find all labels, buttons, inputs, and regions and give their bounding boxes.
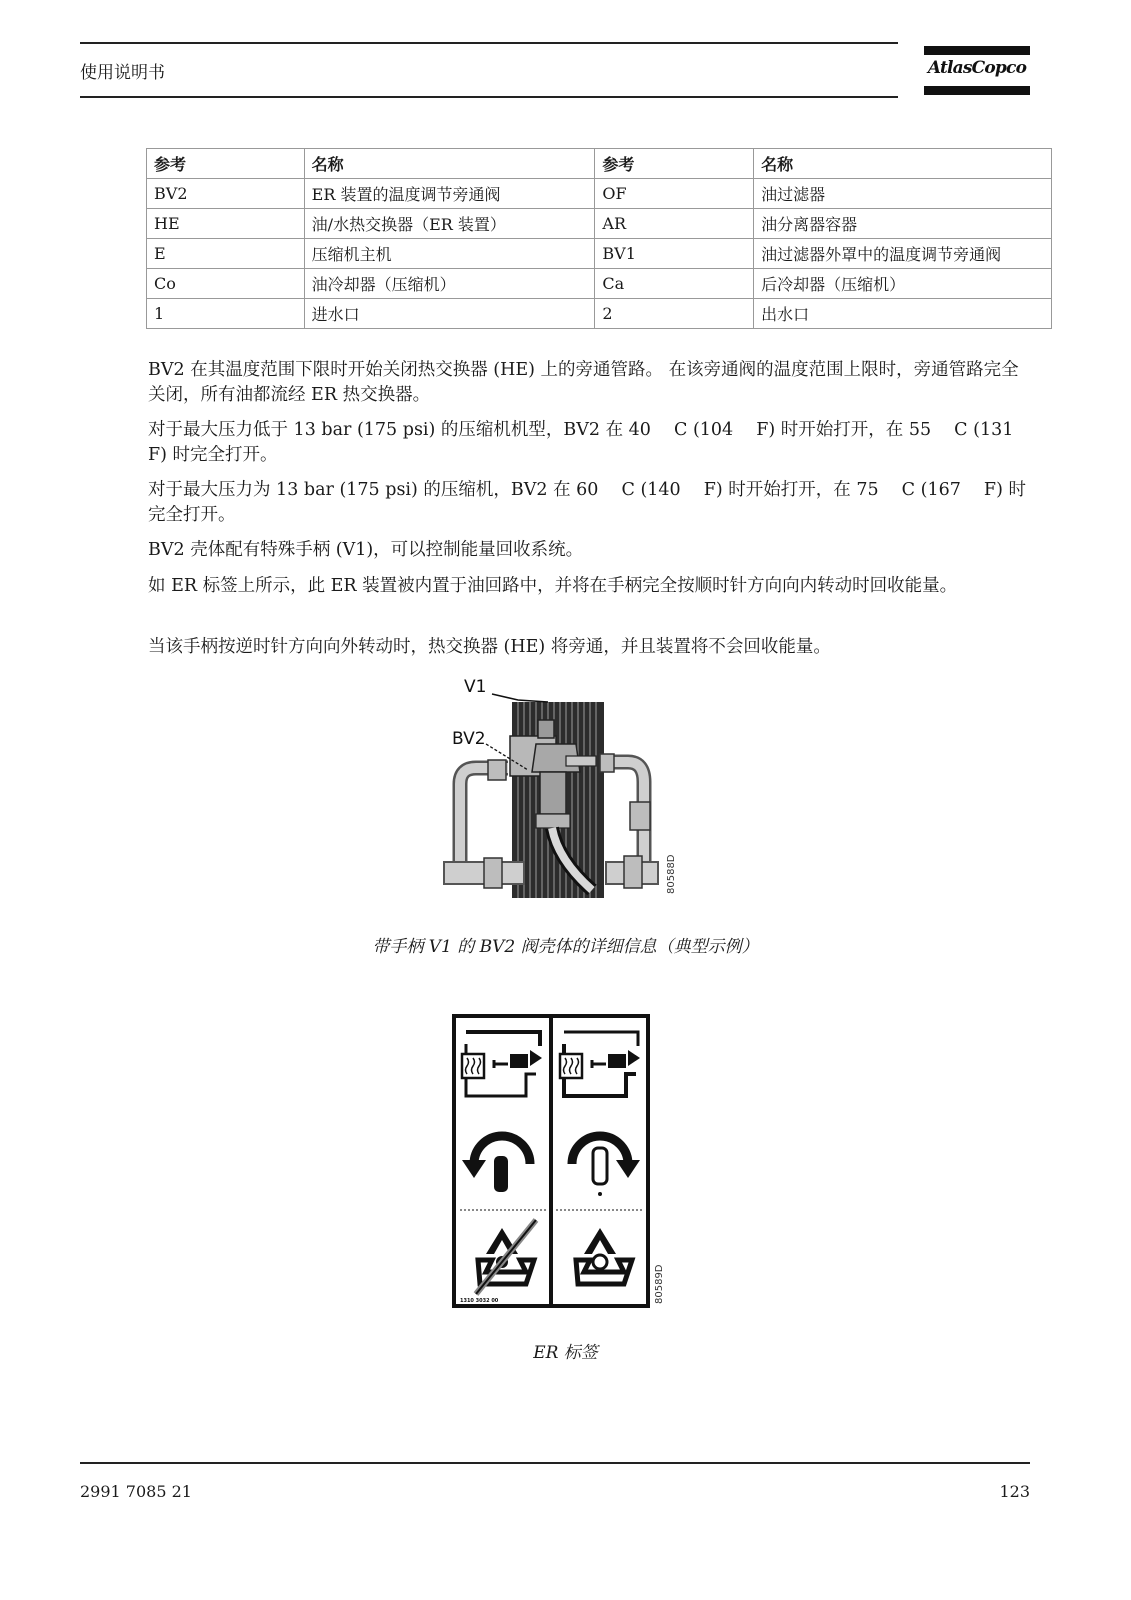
table-row	[147, 209, 1052, 239]
figure1-caption: 带手柄 V1 的 BV2 阀壳体的详细信息（典型示例）	[372, 937, 759, 957]
bv2-valve-illustration	[440, 672, 680, 904]
table-cell: 1	[147, 299, 305, 329]
table-cell: 油/水热交换器（ER 装置）	[304, 209, 595, 239]
table-cell: 进水口	[304, 299, 595, 329]
bv2-label: BV2	[452, 729, 486, 749]
table-row	[147, 299, 1052, 329]
figure2-caption: ER 标签	[533, 1343, 598, 1363]
table-cell: HE	[147, 209, 305, 239]
table-cell: OF	[595, 179, 754, 209]
paragraph-bypass-handle: 当该手柄按逆时针方向向外转动时，热交换器 (HE) 将旁通，并且装置将不会回收能量。	[148, 637, 831, 657]
atlas-copco-logo	[924, 46, 1030, 98]
table-cell: 后冷却器（压缩机）	[754, 269, 1052, 299]
table-header-row	[147, 149, 1052, 179]
logo-bar-bottom	[924, 86, 1030, 95]
paragraph-low-pressure: 对于最大压力低于 13 bar (175 psi) 的压缩机机型，BV2 在 40 C (104 F) 时开始打开，在 55 C (131 F) 时完全打开。	[148, 420, 1037, 465]
footer-rule	[80, 1462, 1030, 1464]
table-cell: E	[147, 239, 305, 269]
header-rule-bottom	[80, 96, 898, 98]
paragraph-energy-recovery: 如 ER 标签上所示，此 ER 装置被内置于油回路中，并将在手柄完全按顺时针方向向内转动时回收能量。	[148, 576, 958, 596]
header-rule-top	[80, 42, 898, 44]
table-cell: 油过滤器	[754, 179, 1052, 209]
table-header-cell: 名称	[754, 149, 1052, 179]
er-label-illustration	[452, 1014, 668, 1310]
logo-bar-top	[924, 46, 1030, 55]
table-row	[147, 269, 1052, 299]
header-title: 使用说明书	[80, 63, 165, 83]
table-cell: ER 装置的温度调节旁通阀	[304, 179, 595, 209]
figure2-code: 80589D	[654, 1264, 665, 1304]
table-header-cell: 参考	[595, 149, 754, 179]
table-row	[147, 239, 1052, 269]
table-cell: 油分离器容器	[754, 209, 1052, 239]
table-row	[147, 179, 1052, 209]
table-cell: Co	[147, 269, 305, 299]
paragraph-handle: BV2 壳体配有特殊手柄 (V1)，可以控制能量回收系统。	[148, 540, 584, 560]
footer-doc-number: 2991 7085 21	[80, 1482, 192, 1501]
table-cell: BV1	[595, 239, 754, 269]
footer-page-number: 123	[999, 1482, 1030, 1501]
logo-text: AtlasCopco	[927, 58, 1027, 78]
table-cell: 2	[595, 299, 754, 329]
table-cell: 油过滤器外罩中的温度调节旁通阀	[754, 239, 1052, 269]
table-header-cell: 名称	[304, 149, 595, 179]
v1-label: V1	[464, 677, 487, 697]
label-part-number: 1310 3032 00	[460, 1298, 499, 1304]
paragraph-13bar: 对于最大压力为 13 bar (175 psi) 的压缩机，BV2 在 60 C (140 F) 时开始打开，在 75 C (167 F) 时完全打开。	[148, 480, 1026, 525]
table-cell: AR	[595, 209, 754, 239]
paragraph-bypass-description: BV2 在其温度范围下限时开始关闭热交换器 (HE) 上的旁通管路。 在该旁通阀的温度范围上限时，旁通管路完全关闭，所有油都流经 ER 热交换器。	[148, 360, 1019, 405]
table-header-cell: 参考	[147, 149, 305, 179]
figure1-code: 80588D	[666, 854, 677, 894]
reference-table	[146, 148, 1052, 329]
table-cell: BV2	[147, 179, 305, 209]
table-cell: 油冷却器（压缩机）	[304, 269, 595, 299]
table-cell: Ca	[595, 269, 754, 299]
table-cell: 压缩机主机	[304, 239, 595, 269]
table-cell: 出水口	[754, 299, 1052, 329]
